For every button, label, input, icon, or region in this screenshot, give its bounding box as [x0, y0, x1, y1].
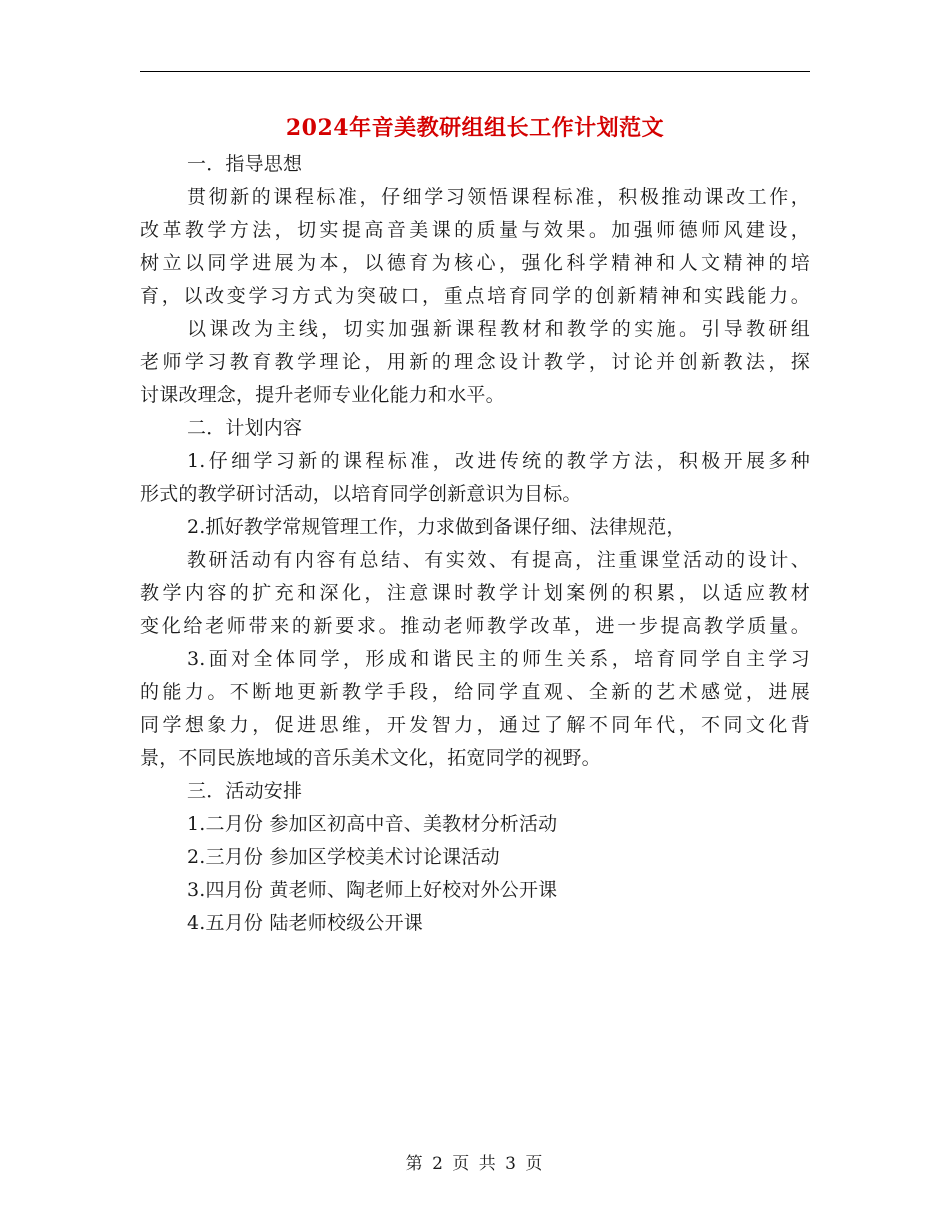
- paragraph-line: 景，不同民族地域的音乐美术文化，拓宽同学的视野。: [140, 747, 601, 769]
- header-rule: [140, 71, 810, 72]
- paragraph-line: 老师学习教育教学理论，用新的理念设计教学，讨论并创新教法，探: [140, 351, 810, 373]
- list-item: 3.四月份 黄老师、陶老师上好校对外公开课: [187, 879, 558, 901]
- list-item: 2.三月份 参加区学校美术讨论课活动: [187, 846, 500, 868]
- section-heading-activity-schedule: 三．活动安排: [187, 780, 303, 802]
- paragraph-line: 贯彻新的课程标准，仔细学习领悟课程标准，积极推动课改工作，: [187, 186, 810, 208]
- paragraph-line: 教学内容的扩充和深化，注意课时教学计划案例的积累，以适应教材: [140, 582, 810, 604]
- section-heading-plan-content: 二．计划内容: [187, 417, 303, 439]
- paragraph-line: 变化给老师带来的新要求。推动老师教学改革，进一步提高教学质量。: [140, 615, 810, 637]
- paragraph-line: 形式的教学研讨活动，以培育同学创新意识为目标。: [140, 483, 582, 505]
- paragraph-line: 树立以同学进展为本，以德育为核心，强化科学精神和人文精神的培: [140, 252, 810, 274]
- document-title: 2024年音美教研组组长工作计划范文: [285, 115, 665, 141]
- paragraph-line: 同学想象力，促进思维，开发智力，通过了解不同年代，不同文化背: [140, 714, 810, 736]
- paragraph-line: 讨课改理念，提升老师专业化能力和水平。: [140, 384, 505, 406]
- paragraph-line: 育，以改变学习方式为突破口，重点培育同学的创新精神和实践能力。: [140, 285, 810, 307]
- document-body: [140, 148, 810, 940]
- list-item: 3.面对全体同学，形成和谐民主的师生关系，培育同学自主学习: [187, 648, 810, 670]
- paragraph-line: 改革教学方法，切实提高音美课的质量与效果。加强师德师风建设，: [140, 219, 810, 241]
- paragraph-line: 教研活动有内容有总结、有实效、有提高，注重课堂活动的设计、: [187, 549, 810, 571]
- list-item: 1.仔细学习新的课程标准，改进传统的教学方法，积极开展多种: [187, 450, 810, 472]
- list-item: 2.抓好教学常规管理工作，力求做到备课仔细、法律规范，: [187, 516, 686, 538]
- page-number: 第 2 页 共 3 页: [405, 1154, 545, 1174]
- list-item: 4.五月份 陆老师校级公开课: [187, 912, 423, 934]
- section-heading-guiding-ideology: 一．指导思想: [187, 153, 303, 175]
- paragraph-line: 以课改为主线，切实加强新课程教材和教学的实施。引导教研组: [187, 318, 810, 340]
- paragraph-line: 的能力。不断地更新教学手段，给同学直观、全新的艺术感觉，进展: [140, 681, 810, 703]
- list-item: 1.二月份 参加区初高中音、美教材分析活动: [187, 813, 558, 835]
